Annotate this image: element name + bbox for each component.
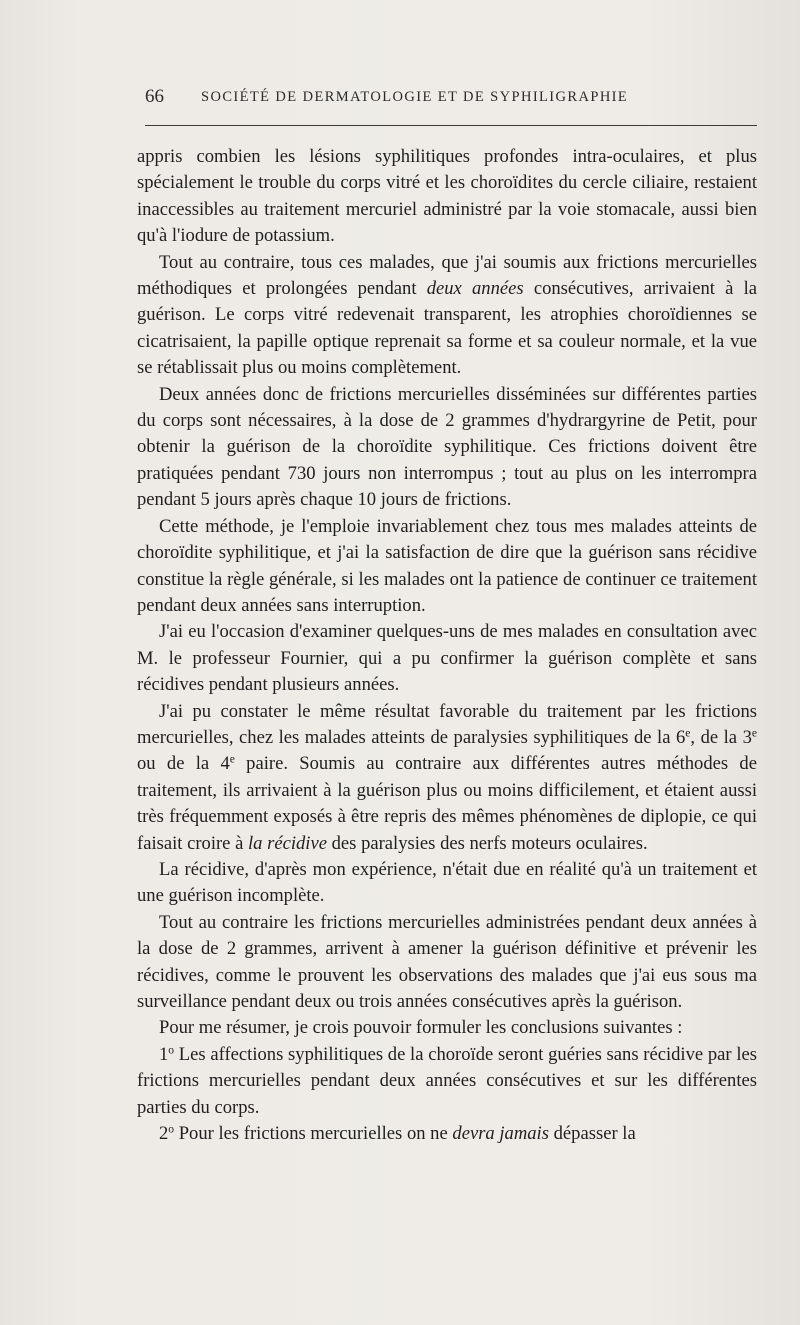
- paragraph: J'ai pu constater le même résultat favorable du traitement par les frictions mercurielles, chez les malades atteints de paralysies syphilitiques de la 6e, de la 3e ou de la 4e paire. Soumis au contraire aux différentes autres méthodes de traitement, ils arrivaient à la guérison plus ou moins difficilement, et étaient aussi très fréquemment exposés à être repris des mêmes phénomènes de diplopie, ce qui faisait croire à la récidive des paralysies des nerfs moteurs oculaires.: [137, 700, 758, 854]
- emphasis: la récidive: [247, 832, 327, 854]
- conclusion-item-2: 2$^o$ Pour les frictions mercurielles on ne devra jamais dépasser la: [159, 1123, 636, 1145]
- emphasis: deux années: [426, 278, 524, 300]
- header-rule: [145, 125, 757, 126]
- paragraph: La récidive, d'après mon expérience, n'était due en réalité qu'à un traitement et une guérison incomplète.: [137, 858, 757, 907]
- paragraph: Cette méthode, je l'emploie invariablement chez tous mes malades atteints de choroïdite syphilitique, et j'ai la satisfaction de dire que la guérison sans récidive constitue la règle générale, si les malades ont la patience de continuer ce traitement pendant deux années sans interruption.: [137, 515, 757, 616]
- running-title: SOCIÉTÉ DE DERMATOLOGIE ET DE SYPHILIGRAPHIE: [201, 89, 629, 105]
- paragraph: Pour me résumer, je crois pouvoir formuler les conclusions suivantes :: [159, 1017, 683, 1039]
- emphasis: devra jamais: [452, 1123, 549, 1145]
- running-header: [145, 86, 757, 110]
- paragraph: Deux années donc de frictions mercurielles disséminées sur différentes parties du corps sont nécessaires, à la dose de 2 grammes d'hydrargyrine de Petit, pour obtenir la guérison de la choroïdite syphilitique. Ces frictions doivent être pratiquées pendant 730 jours non interrompus ; tout au plus on les interrompra pendant 5 jours après chaque 10 jours de frictions.: [137, 383, 757, 511]
- paragraph: appris combien les lésions syphilitiques profondes intra-oculaires, et plus spécialement le trouble du corps vitré et les choroïdites du cercle ciliaire, restaient inaccessibles au traitement mercuriel administré par la voie stomacale, aussi bien qu'à l'iodure de potassium.: [137, 146, 757, 247]
- page-number: 66: [145, 86, 164, 107]
- paragraph: Tout au contraire les frictions mercurielles administrées pendant deux années à la dose de 2 grammes, arrivent à amener la guérison définitive et prévenir les récidives, comme le prouvent les observations des malades que j'ai eus sous ma surveillance pendant deux ou trois années consécutives après la guérison.: [137, 911, 757, 1012]
- body-text: [137, 144, 757, 1147]
- conclusion-item-1: 1$^o$ Les affections syphilitiques de la choroïde seront guéries sans récidive par les frictions mercurielles pendant deux années consécutives et sur les différentes parties du corps.: [137, 1043, 757, 1118]
- paragraph: J'ai eu l'occasion d'examiner quelques-uns de mes malades en consultation avec M. le professeur Fournier, qui a pu confirmer la guérison complète et sans récidives pendant plusieurs années.: [137, 621, 757, 696]
- paragraph: Tout au contraire, tous ces malades, que j'ai soumis aux frictions mercurielles méthodiques et prolongées pendant deux années consécutives, arrivaient à la guérison. Le corps vitré redevenait transparent, les atrophies choroïdiennes se cicatrisaient, la papille optique reprenait sa forme et sa couleur normale, et la vue se rétablissait plus ou moins complètement.: [137, 251, 757, 379]
